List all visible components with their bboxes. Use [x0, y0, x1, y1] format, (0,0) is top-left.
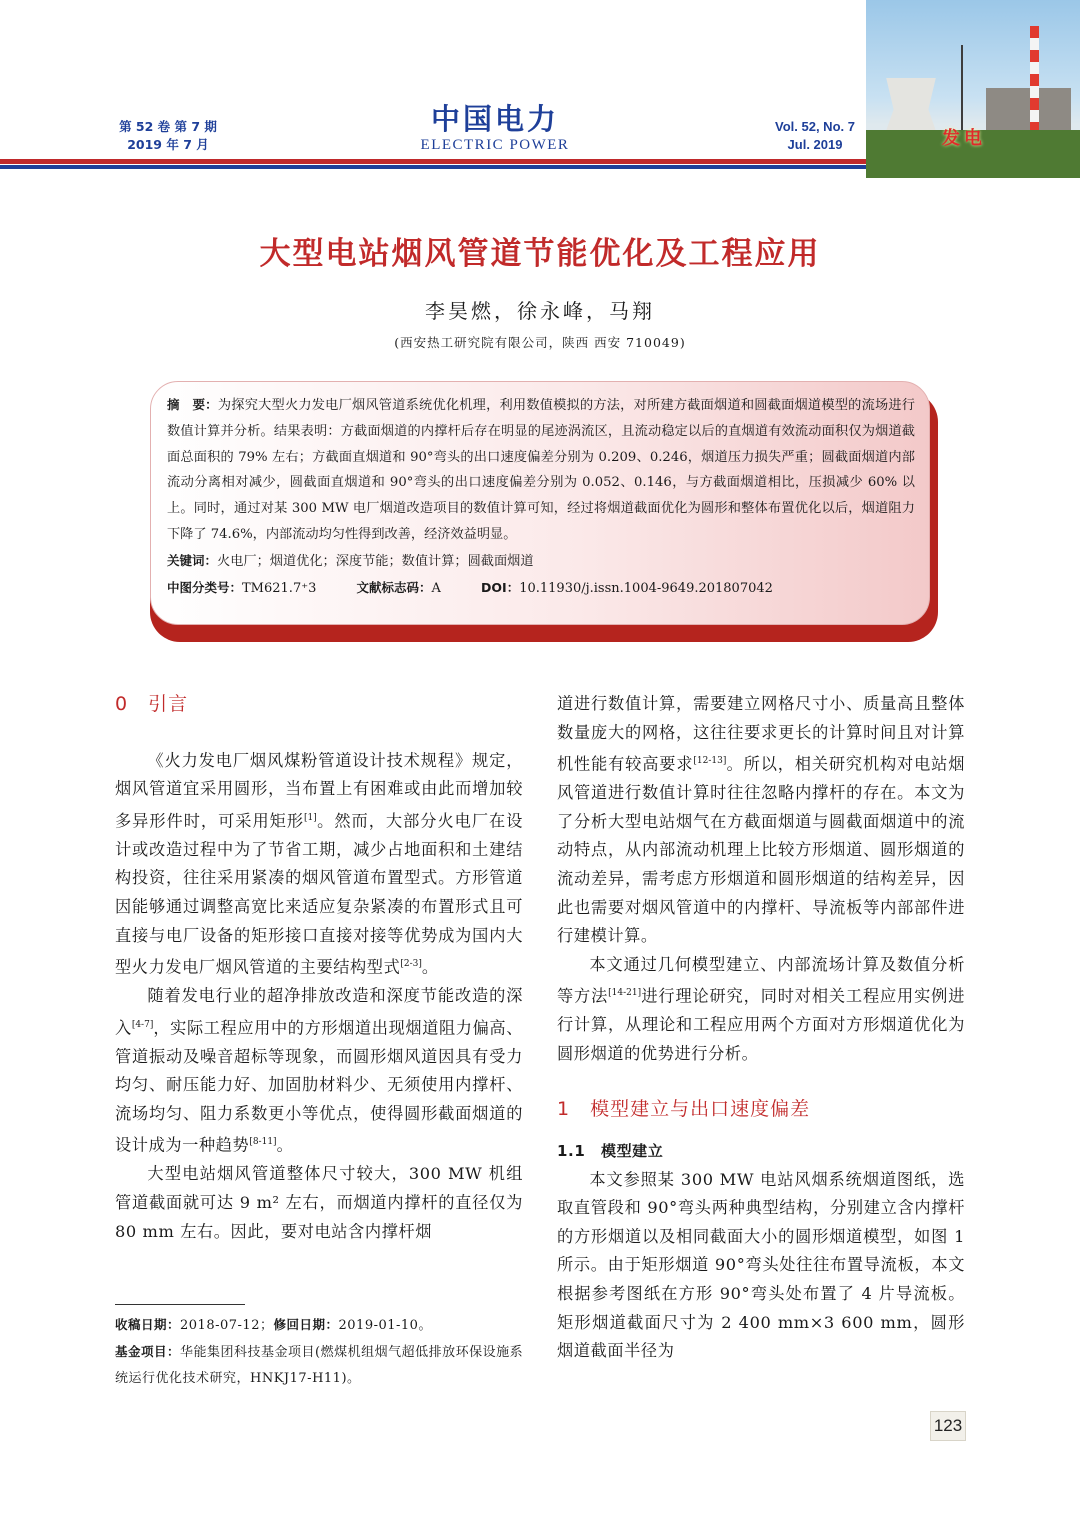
banner-label: 发电	[942, 128, 986, 149]
left-paragraph-1: 《火力发电厂烟风煤粉管道设计技术规程》规定，烟风管道宜采用圆形，当布置上有困难或由此而增加较多异形件时，可采用矩形[1]。然而，大部分火电厂在设计或改造过程中为了节省工期，减少占地面积和土建结构投资，往往采用紧凑的烟风管道布置型式。方形管道因能够通过调整高宽比来适应复杂紧凑的布置形式且可直接与电厂设备的矩形接口直接对接等优势成为国内大型火力发电厂烟风管道的主要结构型式[2-3]。	[115, 750, 523, 977]
abstract-paragraph	[167, 392, 915, 548]
citation[interactable]: [14-21]	[608, 988, 642, 999]
footnote-fund: 基金项目：华能集团科技基金项目(燃煤机组烟气超低排放环保设施系统运行优化技术研究，HNKJ17-H11)。	[115, 1344, 524, 1386]
header-rule-blue	[0, 165, 866, 169]
right-paragraph-1: 道进行数值计算，需要建立网格尺寸小、质量高且整体数量庞大的网格，这往往要求更长的计算时间且对计算机性能有较高要求[12-13]。所以，相关研究机构对电站烟风管道进行数值计算时往往忽略内撑杆的存在。本文为了分析大型电站烟气在方截面烟道与圆截面烟道中的流动特点，从内部流动机理上比较方形烟道、圆形烟道的流动差异，需考虑方形烟道和圆形烟道的结构差异，因此也需要对烟风管道中的内撑杆、导流板等内部部件进行建模计算。	[557, 694, 965, 946]
citation[interactable]: [4-7]	[131, 1019, 154, 1030]
journal-issue-en	[758, 118, 872, 154]
footnote	[115, 1312, 525, 1392]
page-number: 123	[930, 1411, 966, 1441]
date-en: Jul. 2019	[787, 137, 843, 152]
citation[interactable]: [8-11]	[249, 1137, 277, 1148]
subsection-1-1-heading: 1.1 模型建立	[557, 1142, 664, 1161]
citation[interactable]: [2-3]	[400, 959, 422, 970]
clc-label: 中图分类号：	[167, 579, 243, 595]
date-cn: 2019 年 7 月	[127, 137, 209, 152]
header-rule-red	[0, 159, 866, 164]
body-left-column	[115, 690, 523, 1246]
section-1-heading: 1 模型建立与出口速度偏差	[557, 1097, 811, 1120]
right-paragraph-2: 本文通过几何模型建立、内部流场计算及数值分析等方法[14-21]进行理论研究，同时对相关工程应用实例进行计算，从理论和工程应用两个方面对方形烟道优化为圆形烟道的优势进行分析。	[557, 954, 965, 1063]
journal-issue-cn	[113, 118, 223, 154]
section-0-heading: 0 引言	[115, 693, 189, 715]
volume-en: Vol. 52, No. 7	[775, 119, 855, 134]
keywords-line	[167, 548, 915, 575]
doi-label: DOI：	[481, 579, 520, 595]
abstract-text: 为探究大型火力发电厂烟风管道系统优化机理，利用数值模拟的方法，对所建方截面烟道和圆截面烟道模型的流场进行数值计算并分析。结果表明：方截面烟道的内撑杆后存在明显的尾迹涡流区，且流动稳定以后的直烟道有效流动面积仅为烟道截面总面积的 79% 左右；方截面直烟道和 90°弯头的出口速度偏差分别为 0.209、0.246，烟道压力损失严重；圆截面烟道内部流动分离相对减少，圆截面直烟道和 90°弯头的出口速度偏差分别为 0.052、0.146，与方截面烟道相比，压损减少 60% 以上。同时，通过对某 300 MW 电厂烟道改造项目的数值计算可知，经过将烟道截面优化为圆形和整体布置优化以后，烟道阻力下降了 74.6%，内部流动均匀性得到改善，经济效益明显。	[167, 398, 915, 542]
article-title: 大型电站烟风管道节能优化及工程应用	[259, 236, 821, 272]
right-paragraph-3: 本文参照某 300 MW 电站风烟系统烟道图纸，选取直管段和 90°弯头两种典型结构，分别建立含内撑杆的方形烟道以及相同截面大小的圆形烟道模型，如图 1 所示。由于矩形烟道 90°弯头处往往布置导流板，本文根据参考图纸在方形 90°弯头处布置了 4 片导流板。矩形烟道截面尺寸为 2 400 mm×3 600 mm，圆形烟道截面半径为	[557, 1169, 965, 1361]
doi-value: 10.11930/j.issn.1004-9649.201807042	[519, 580, 773, 596]
power-plant-banner-image	[866, 0, 1080, 178]
citation[interactable]: [1]	[304, 812, 317, 823]
clc-value: TM621.7⁺3	[242, 580, 317, 596]
journal-name-en: ELECTRIC POWER	[420, 137, 570, 153]
abstract-label: 摘 要：	[167, 397, 218, 412]
journal-masthead	[395, 102, 595, 154]
keywords-label: 关键词：	[167, 552, 218, 568]
article-authors: 李昊燃，徐永峰，马翔	[425, 299, 655, 323]
abstract-box	[150, 381, 930, 625]
footnote-rule	[115, 1304, 245, 1305]
footnote-dates: 收稿日期：2018-07-12；修回日期：2019-01-10。	[115, 1317, 432, 1333]
keywords-text: 火电厂；烟道优化；深度节能；数值计算；圆截面烟道	[217, 553, 534, 569]
body-right-column	[557, 690, 965, 1366]
chimney-shape	[1030, 26, 1039, 136]
volume-cn: 第 52 卷 第 7 期	[119, 119, 217, 134]
classification-line	[167, 575, 915, 602]
doc-code-label: 文献标志码：	[356, 579, 432, 595]
article-affiliation: (西安热工研究院有限公司，陕西 西安 710049)	[394, 335, 686, 350]
left-paragraph-3: 大型电站烟风管道整体尺寸较大，300 MW 机组管道截面就可达 9 m² 左右，而烟道内撑杆的直径仅为 80 mm 左右。因此，要对电站含内撑杆烟	[115, 1164, 523, 1241]
left-paragraph-2: 随着发电行业的超净排放改造和深度节能改造的深入[4-7]，实际工程应用中的方形烟道出现烟道阻力偏高、管道振动及噪音超标等现象，而圆形烟风道因具有受力均匀、耐压能力好、加固肋材料少、无须使用内撑杆、流场均匀、阻力系数更小等优点，使得圆形截面烟道的设计成为一种趋势[8-11]。	[115, 986, 523, 1155]
doc-code-value: A	[431, 580, 441, 596]
journal-name-cn: 中国电力	[430, 102, 559, 136]
citation[interactable]: [12-13]	[693, 756, 727, 767]
